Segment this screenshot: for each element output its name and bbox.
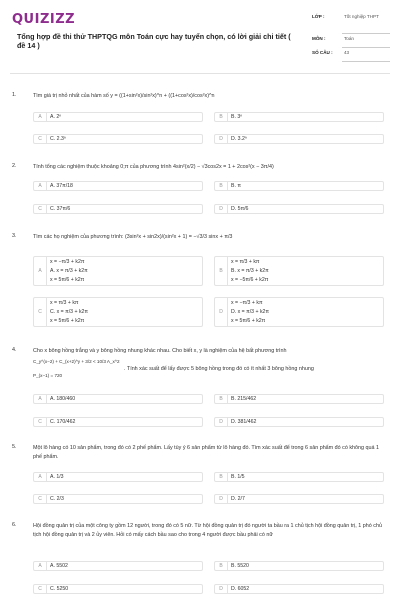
option-letter: C: [34, 418, 47, 426]
option-letter: B: [215, 473, 228, 481]
option-letter: D: [215, 135, 228, 143]
question-text: Tính tổng các nghiệm thuộc khoảng 0;π của phương trình 4sin²(x/2) − √3cos2x = 1 + 2cos²(x − 3π/4): [33, 164, 274, 170]
option-letter: D: [215, 585, 228, 593]
option-text: C. 5250: [50, 586, 69, 592]
option-c[interactable]: [33, 584, 203, 594]
option-text: D. 5π/6: [231, 206, 249, 212]
question-4: [12, 347, 392, 387]
option-d[interactable]: [214, 297, 384, 327]
question-text: Cho x bông hồng trắng và y bông hồng nhung khác nhau. Cho biết x, y là nghiệm của hệ bất phương trình: [33, 348, 287, 354]
option-c[interactable]: [33, 494, 203, 504]
question-number: 6.: [12, 522, 17, 528]
option-letter: A: [34, 182, 47, 190]
option-letter: C: [34, 135, 47, 143]
option-text: B. 5520: [231, 563, 249, 569]
option-b[interactable]: [214, 561, 384, 571]
option-text: B. 1/5: [231, 474, 245, 480]
mon-value: Toán: [344, 36, 354, 41]
option-letter: D: [215, 495, 228, 503]
option-letter: B: [215, 113, 228, 121]
option-text: C. 2.3ⁿ: [50, 136, 66, 142]
option-line: A. x = π/3 + k2π: [50, 268, 88, 274]
mon-label: MÔN :: [312, 36, 326, 41]
question-number: 4.: [12, 347, 17, 353]
option-line: C. x = π/3 + k2π: [50, 309, 89, 315]
question-formula: C_y^(x−2) + C_(x+2)^y + 3/2 < 10/3 A_x^2: [33, 359, 120, 364]
option-text: C. 170/462: [50, 419, 76, 425]
option-line: x = 5π/6 + k2π: [231, 318, 266, 324]
option-a[interactable]: [33, 472, 203, 482]
option-text: B. 215/462: [231, 396, 257, 402]
option-text: C. 2/3: [50, 496, 64, 502]
option-letter: B: [215, 562, 228, 570]
question-text: Hội đồng quản trị của một công ty gồm 12 người, trong đó có 5 nữ. Từ hội đồng quản trị đó người ta bầu ra 1 chủ tịch hội đồng quản trị, 1 phó chủ tịch hội đồng quản trị và 2 ủy viên. Hỏi có mấy cách bầu sao cho trong 4 người được bầu phải có nữ: [33, 523, 382, 538]
question-formula: P_(x−1) = 720: [33, 373, 63, 378]
page-header: [0, 0, 400, 78]
option-text: A. 180/460: [50, 396, 76, 402]
question-text: Tìm giá trị nhỏ nhất của hàm số y = ((1+sin²x)/sin²x)^n + ((1+cos²x)/cos²x)^n: [33, 93, 215, 99]
option-d[interactable]: [214, 584, 384, 594]
option-text: D. 2/7: [231, 496, 245, 502]
option-line: x = π/3 + kπ: [50, 300, 79, 306]
socau-label: SỐ CÂU :: [312, 50, 333, 55]
option-a[interactable]: [33, 181, 203, 191]
option-text: A. 2ⁿ: [50, 114, 62, 120]
option-c[interactable]: [33, 134, 203, 144]
option-c[interactable]: [33, 204, 203, 214]
option-line: x = −π/3 + kπ: [231, 300, 263, 306]
question-text: . Tính xác suất để lấy được 5 bông hồng trong đó có ít nhất 3 bông hồng nhung: [124, 366, 314, 372]
option-c[interactable]: [33, 297, 203, 327]
question-number: 5.: [12, 444, 17, 450]
header-divider: [10, 73, 390, 74]
page-title: Tổng hợp đề thi thử THPTQG môn Toán cực hay tuyển chọn, có lời giải chi tiết ( đề 14 ): [17, 32, 291, 50]
question-number: 2.: [12, 163, 17, 169]
option-text: D. 381/462: [231, 419, 257, 425]
option-a[interactable]: [33, 561, 203, 571]
option-text: D. 6052: [231, 586, 250, 592]
option-letter: A: [34, 113, 47, 121]
option-b[interactable]: [214, 394, 384, 404]
option-letter: D: [215, 298, 228, 326]
option-text: C. 37π/6: [50, 206, 71, 212]
lop-label: LỚP :: [312, 14, 325, 19]
option-text: A. 1/3: [50, 474, 64, 480]
option-text: B. π: [231, 183, 241, 189]
option-text: A. 37π/18: [50, 183, 73, 189]
option-b[interactable]: [214, 472, 384, 482]
option-letter: C: [34, 298, 47, 326]
option-letter: C: [34, 585, 47, 593]
option-letter: C: [34, 495, 47, 503]
option-b[interactable]: [214, 181, 384, 191]
option-b[interactable]: [214, 256, 384, 286]
option-letter: A: [34, 257, 47, 285]
option-line: B. x = π/3 + k2π: [231, 268, 269, 274]
question-number: 3.: [12, 233, 17, 239]
question-text: Một lô hàng có 10 sản phẩm, trong đó có 2 phế phẩm. Lấy tùy ý 6 sản phẩm từ lô hàng đó. Tìm xác suất để trong 6 sản phẩm đó có không quá 1 phế phẩm.: [33, 445, 380, 460]
lop-value: Tốt nghiệp THPT: [344, 14, 379, 19]
option-line: x = 5π/6 + k2π: [50, 318, 85, 324]
option-letter: D: [215, 205, 228, 213]
option-d[interactable]: [214, 134, 384, 144]
meta-panel: [312, 12, 390, 62]
option-text: A. 5502: [50, 563, 68, 569]
option-letter: A: [34, 562, 47, 570]
option-b[interactable]: [214, 112, 384, 122]
option-line: x = −π/3 + k2π: [50, 259, 85, 265]
option-d[interactable]: [214, 417, 384, 427]
option-line: x = π/3 + kπ: [231, 259, 260, 265]
option-c[interactable]: [33, 417, 203, 427]
option-letter: C: [34, 205, 47, 213]
option-letter: D: [215, 418, 228, 426]
socau-value: 43: [344, 50, 350, 55]
option-a[interactable]: [33, 256, 203, 286]
option-letter: B: [215, 257, 228, 285]
option-a[interactable]: [33, 112, 203, 122]
option-d[interactable]: [214, 494, 384, 504]
option-letter: B: [215, 182, 228, 190]
option-line: x = −5π/6 + k2π: [231, 277, 269, 283]
option-text: B. 3ⁿ: [231, 114, 243, 120]
option-line: D. x = π/3 + k2π: [231, 309, 270, 315]
option-a[interactable]: [33, 394, 203, 404]
option-d[interactable]: [214, 204, 384, 214]
option-letter: A: [34, 395, 47, 403]
quizizz-logo: QUIZIZZ: [12, 12, 76, 27]
option-text: D. 3.2ⁿ: [231, 136, 247, 142]
option-letter: B: [215, 395, 228, 403]
question-text: Tìm các họ nghiệm của phương trình: (3sin²x + sin2x)/(sin²x + 1) = −√3/3 sinx + π/3: [33, 234, 233, 240]
option-line: x = 5π/6 + k2π: [50, 277, 85, 283]
option-letter: A: [34, 473, 47, 481]
question-number: 1.: [12, 92, 17, 98]
